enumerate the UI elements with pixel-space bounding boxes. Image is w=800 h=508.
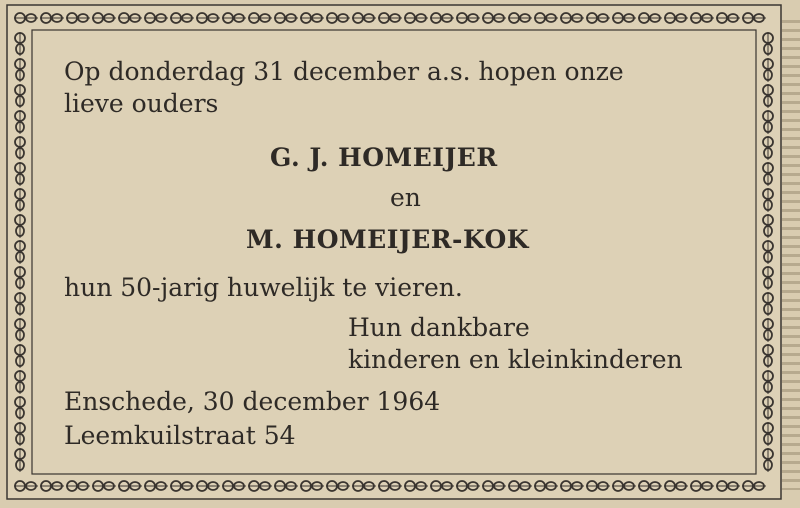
border-ornament-icon	[15, 266, 25, 290]
border-ornament-icon	[763, 136, 773, 160]
border-ornament-icon	[763, 214, 773, 238]
border-ornament-icon	[40, 481, 64, 491]
border-ornament-icon	[664, 481, 688, 491]
border-ornament-icon	[534, 13, 558, 23]
border-ornament-icon	[15, 240, 25, 264]
border-ornament-icon	[404, 481, 428, 491]
border-ornament-icon	[144, 13, 168, 23]
border-ornament-icon	[14, 13, 38, 23]
border-ornament-icon	[664, 13, 688, 23]
border-ornament-icon	[248, 13, 272, 23]
border-ornament-icon	[763, 240, 773, 264]
border-ornament-icon	[15, 318, 25, 342]
border-ornament-icon	[66, 481, 90, 491]
border-ornament-icon	[763, 58, 773, 82]
border-ornament-icon	[222, 481, 246, 491]
border-ornament-icon	[716, 481, 740, 491]
border-ornament-icon	[586, 13, 610, 23]
border-ornament-icon	[92, 481, 116, 491]
border-ornament-icon	[508, 13, 532, 23]
border-ornament-icon	[534, 481, 558, 491]
border-ornament-icon	[170, 13, 194, 23]
border-ornament-icon	[742, 13, 766, 23]
border-ornament-icon	[742, 481, 766, 491]
border-ornament-icon	[763, 318, 773, 342]
border-ornament-icon	[763, 422, 773, 446]
border-ornament-icon	[15, 292, 25, 316]
occasion-line: hun 50-jarig huwelijk te vieren.	[64, 273, 463, 302]
name-wife: M. HOMEIJER-KOK	[246, 225, 530, 254]
border-ornament-icon	[15, 162, 25, 186]
border-ornament-icon	[690, 481, 714, 491]
border-ornament-icon	[612, 481, 636, 491]
border-ornament-icon	[378, 13, 402, 23]
border-ornament-icon	[222, 13, 246, 23]
border-ornament-icon	[586, 481, 610, 491]
border-ornament-icon	[352, 481, 376, 491]
border-ornament-icon	[15, 110, 25, 134]
border-ornament-icon	[15, 188, 25, 212]
border-ornament-icon	[763, 32, 773, 56]
announcement-frame	[6, 4, 782, 500]
border-ornament-icon	[118, 481, 142, 491]
border-ornament-icon	[638, 481, 662, 491]
connector-text: en	[390, 183, 421, 212]
name-husband: G. J. HOMEIJER	[270, 143, 498, 172]
place-date: Enschede, 30 december 1964	[64, 387, 441, 416]
border-ornament-icon	[15, 448, 25, 472]
border-ornament-icon	[690, 13, 714, 23]
border-ornament-icon	[456, 481, 480, 491]
intro-line: Op donderdag 31 december a.s. hopen onze	[64, 57, 624, 86]
border-ornament-icon	[763, 448, 773, 472]
border-ornament-icon	[144, 481, 168, 491]
border-ornament-icon	[456, 13, 480, 23]
border-ornament-icon	[763, 110, 773, 134]
border-ornament-icon	[15, 422, 25, 446]
border-ornament-icon	[612, 13, 636, 23]
border-ornament-icon	[508, 481, 532, 491]
border-ornament-icon	[638, 13, 662, 23]
border-ornament-icon	[274, 13, 298, 23]
border-ornament-icon	[352, 13, 376, 23]
border-ornament-icon	[15, 58, 25, 82]
border-ornament-icon	[248, 481, 272, 491]
intro-line-2: lieve ouders	[64, 89, 219, 118]
border-ornament-icon	[763, 292, 773, 316]
border-ornament-icon	[763, 344, 773, 368]
signature-line-1: Hun dankbare	[348, 313, 530, 342]
border-ornament-icon	[326, 481, 350, 491]
border-ornament-icon	[15, 32, 25, 56]
border-ornament-icon	[40, 13, 64, 23]
border-ornament-icon	[170, 481, 194, 491]
border-ornament-icon	[763, 266, 773, 290]
border-ornament-icon	[66, 13, 90, 23]
border-ornament-icon	[300, 481, 324, 491]
border-ornament-icon	[300, 13, 324, 23]
border-ornament-icon	[15, 370, 25, 394]
border-ornament-icon	[763, 370, 773, 394]
border-ornament-icon	[326, 13, 350, 23]
border-ornament-icon	[404, 13, 428, 23]
border-ornament-icon	[118, 13, 142, 23]
border-ornament-icon	[482, 481, 506, 491]
border-ornament-icon	[763, 162, 773, 186]
border-ornament-icon	[15, 396, 25, 420]
border-ornament-icon	[14, 481, 38, 491]
border-ornament-icon	[196, 13, 220, 23]
border-ornament-icon	[763, 396, 773, 420]
border-ornament-icon	[15, 344, 25, 368]
border-ornament-icon	[378, 481, 402, 491]
address: Leemkuilstraat 54	[64, 421, 296, 450]
border-ornament-icon	[274, 481, 298, 491]
border-ornament-icon	[763, 84, 773, 108]
border-ornament-icon	[560, 481, 584, 491]
border-ornament-icon	[430, 481, 454, 491]
signature-line-2: kinderen en kleinkinderen	[348, 345, 683, 374]
border-ornament-icon	[560, 13, 584, 23]
border-ornament-icon	[430, 13, 454, 23]
border-ornament-icon	[482, 13, 506, 23]
border-ornament-icon	[196, 481, 220, 491]
border-ornament-icon	[15, 84, 25, 108]
border-ornament-icon	[716, 13, 740, 23]
border-ornament-icon	[92, 13, 116, 23]
border-ornament-icon	[15, 214, 25, 238]
border-ornament-icon	[15, 136, 25, 160]
border-ornament-icon	[763, 188, 773, 212]
